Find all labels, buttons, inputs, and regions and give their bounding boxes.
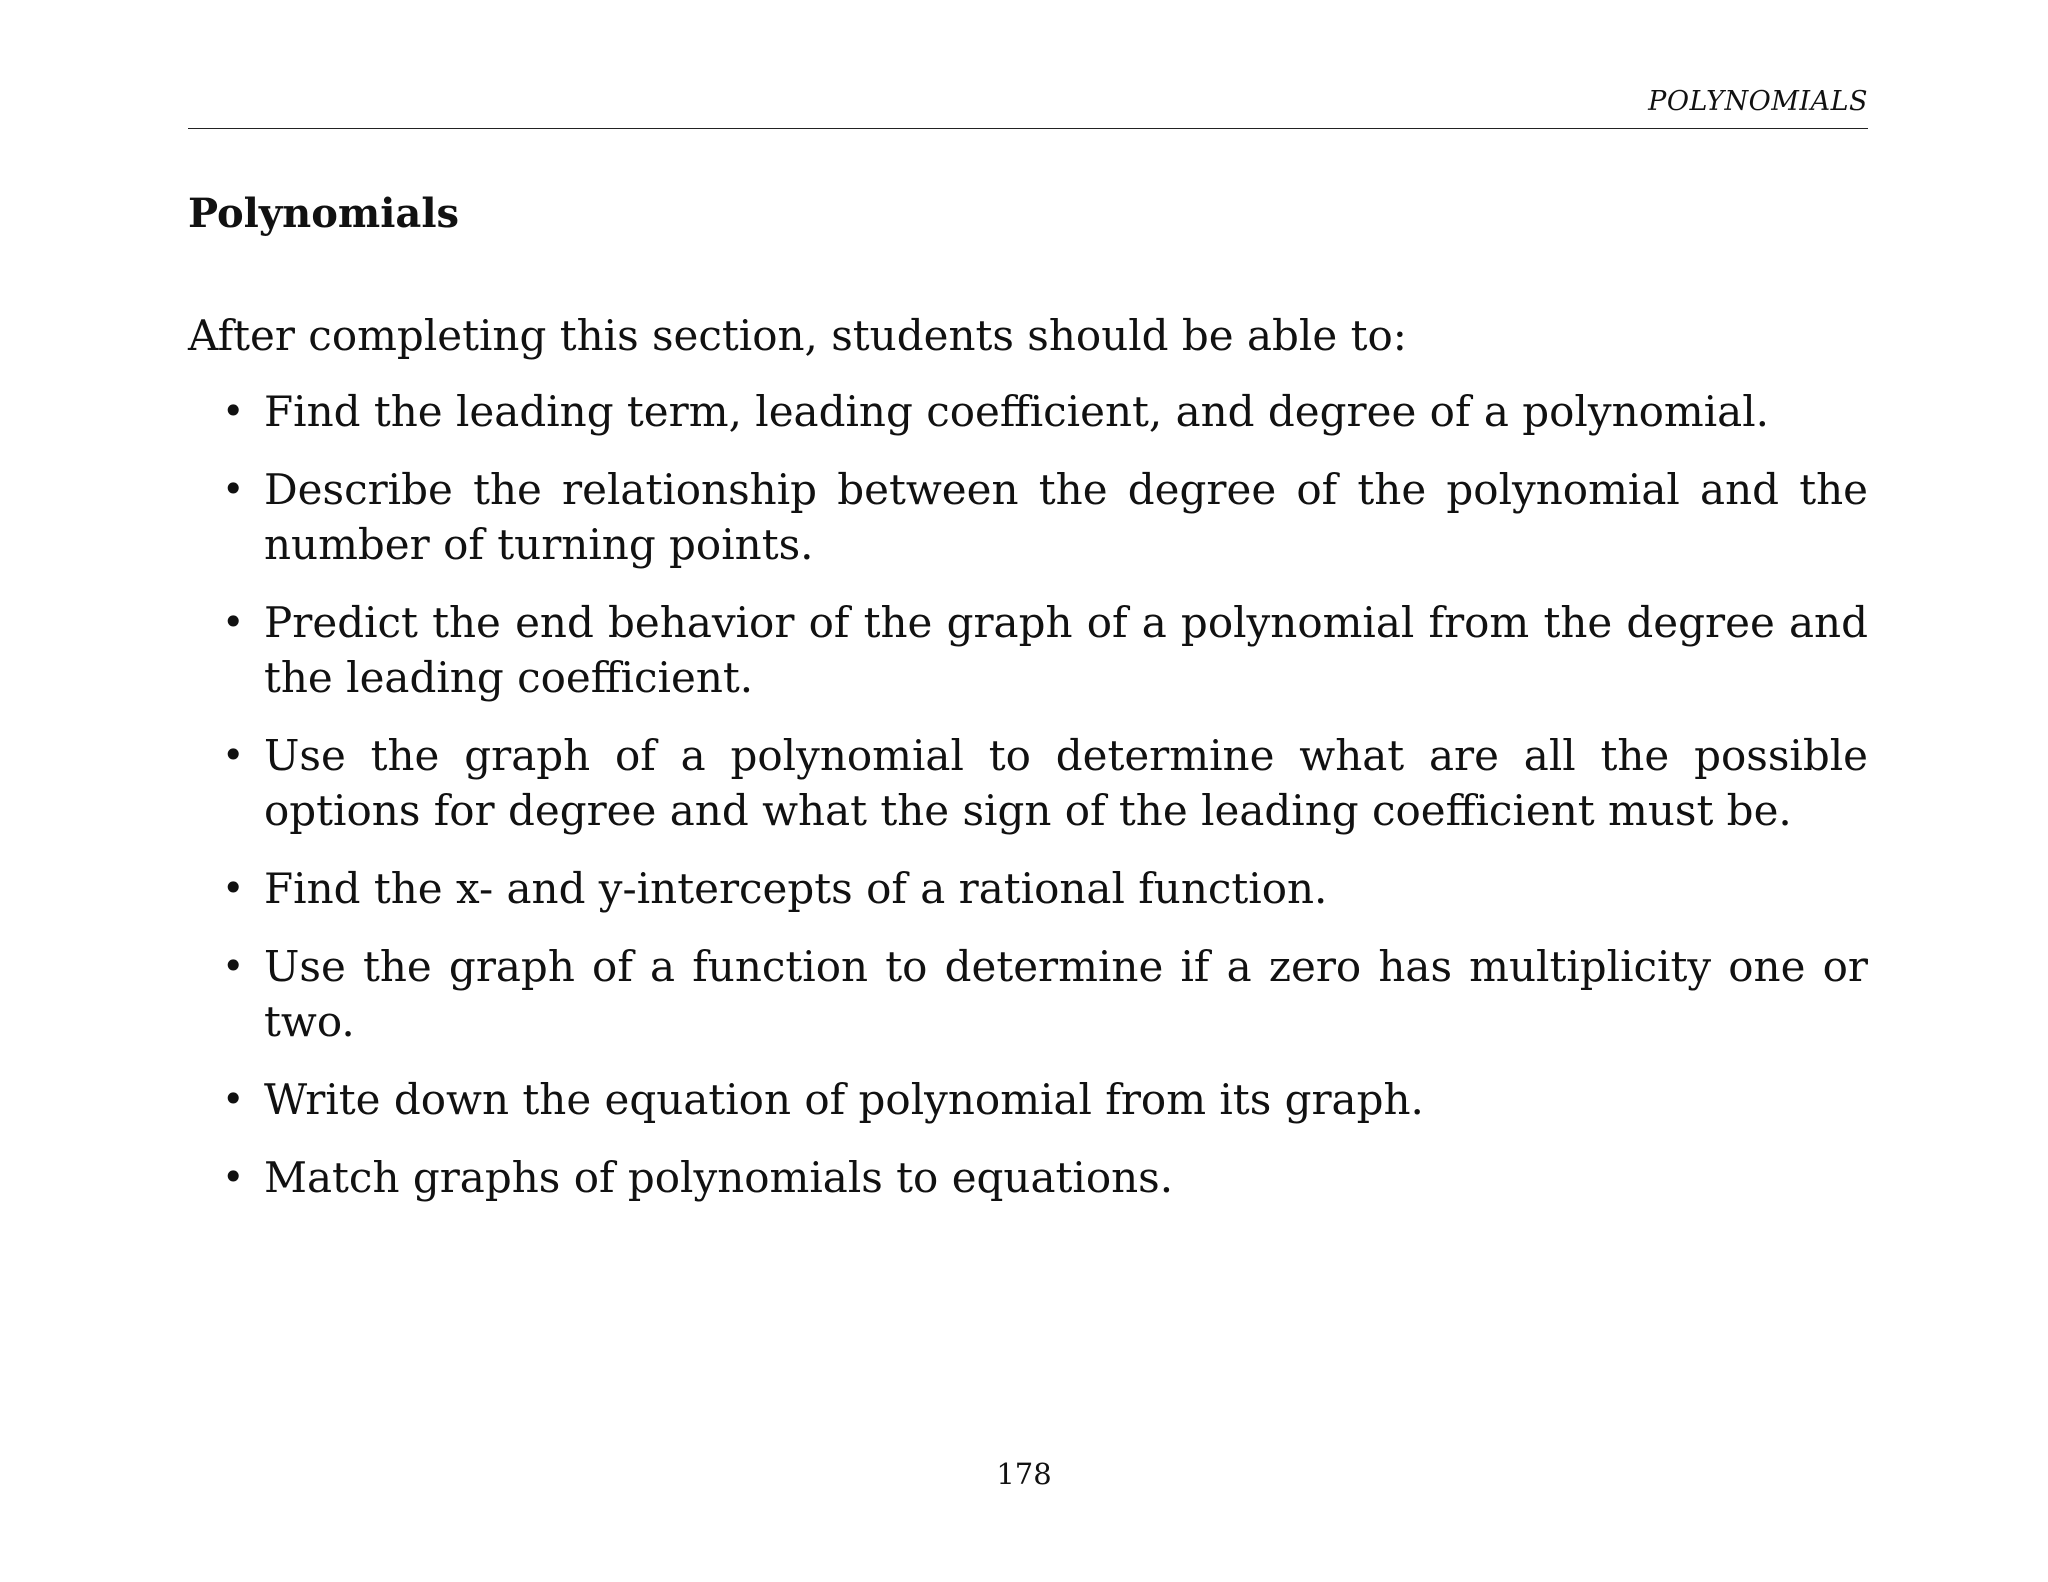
objective-text: Match graphs of polynomials to equations. bbox=[264, 1153, 1174, 1202]
list-item bbox=[188, 384, 1868, 439]
list-item bbox=[188, 728, 1868, 838]
bullet-icon: • bbox=[222, 1077, 245, 1121]
header-rule bbox=[188, 128, 1868, 129]
running-header: POLYNOMIALS bbox=[1648, 86, 1868, 117]
bullet-icon: • bbox=[222, 389, 245, 433]
objective-text: Use the graph of a function to determine if a zero has multiplicity one or two. bbox=[264, 942, 1868, 1046]
objective-text: Use the graph of a polynomial to determine what are all the possible options for degree and what the sign of the leading coefficient must be. bbox=[264, 731, 1868, 835]
list-item bbox=[188, 939, 1868, 1049]
objective-text: Find the leading term, leading coefficient, and degree of a polynomial. bbox=[264, 387, 1769, 436]
page-number: 178 bbox=[996, 1457, 1052, 1491]
bullet-icon: • bbox=[222, 866, 245, 910]
objectives-list bbox=[188, 384, 1868, 1228]
objective-text: Write down the equation of polynomial from its graph. bbox=[264, 1075, 1424, 1124]
list-item bbox=[188, 462, 1868, 572]
bullet-icon: • bbox=[222, 733, 245, 777]
objective-text: Describe the relationship between the degree of the polynomial and the number of turning points. bbox=[264, 465, 1868, 569]
objective-text: Predict the end behavior of the graph of a polynomial from the degree and the leading coefficient. bbox=[264, 598, 1868, 702]
objective-text: Find the x- and y-intercepts of a rational function. bbox=[264, 864, 1328, 913]
list-item bbox=[188, 861, 1868, 916]
list-item bbox=[188, 1150, 1868, 1205]
list-item bbox=[188, 595, 1868, 705]
bullet-icon: • bbox=[222, 600, 245, 644]
bullet-icon: • bbox=[222, 1155, 245, 1199]
bullet-icon: • bbox=[222, 467, 245, 511]
section-title: Polynomials bbox=[188, 190, 460, 237]
bullet-icon: • bbox=[222, 944, 245, 988]
intro-text: After completing this section, students should be able to: bbox=[188, 311, 1407, 360]
list-item bbox=[188, 1072, 1868, 1127]
